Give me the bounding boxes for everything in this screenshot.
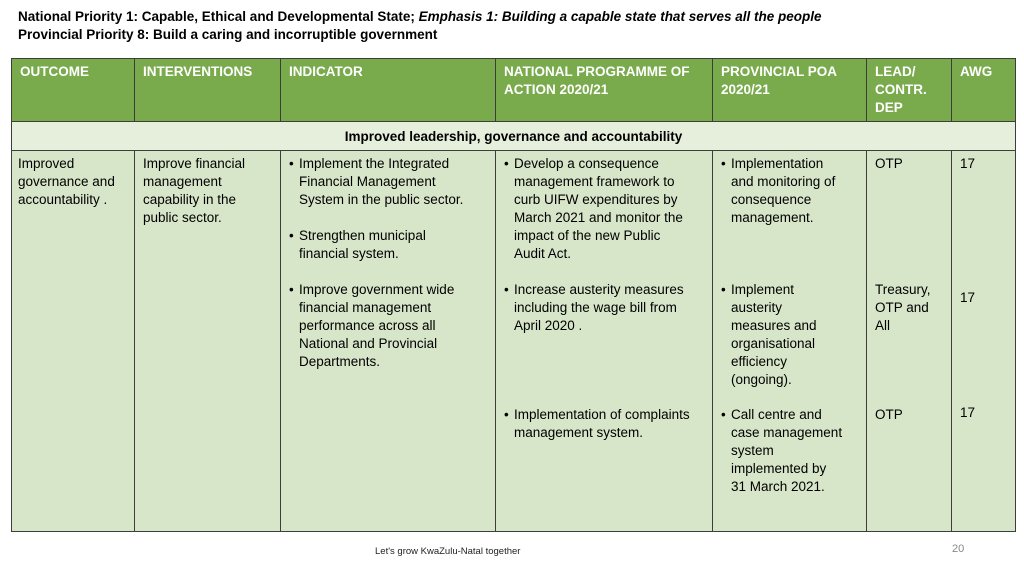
col-lead: LEAD/ CONTR. DEP [867, 59, 952, 122]
col-outcome: OUTCOME [12, 59, 135, 122]
col-indicator: INDICATOR [281, 59, 496, 122]
npoa-item: • Increase austerity measures including the wage bill from April 2020 . [496, 281, 690, 335]
indicator-item: • Implement the Integrated Financial Management System in the public sector. [281, 155, 473, 209]
awg-item: 17 [960, 405, 976, 420]
indicator-item: • Improve government wide financial management performance across all National and Provincial Departments. [281, 281, 473, 371]
priority-table [11, 58, 1016, 532]
ppoa-item: • Implementation and monitoring of consequence management. [713, 155, 844, 227]
page-number: 20 [952, 543, 965, 555]
provincial-priority: Provincial Priority 8: Build a caring and incorruptible government [18, 27, 438, 42]
col-national-poa: NATIONAL PROGRAMME OF ACTION 2020/21 [496, 59, 713, 122]
emphasis: Emphasis 1: Building a capable state that serves all the people [418, 9, 822, 24]
npoa-item: • Develop a consequence management framework to curb UIFW expenditures by March 2021 and monitor the impact of the new Public Audit Act. [496, 155, 690, 263]
lead-item: Treasury, OTP and All [875, 282, 931, 333]
ppoa-item: • Implement austerity measures and organisational efficiency (ongoing). [713, 281, 844, 389]
awg-item: 17 [960, 156, 976, 171]
slide-title [18, 8, 1008, 44]
provincial-poa-cell [713, 151, 867, 532]
lead-cell [867, 151, 952, 532]
header-row [12, 59, 1016, 122]
indicator-item: • Strengthen municipal financial system. [281, 227, 473, 263]
section-row [12, 122, 1016, 151]
intervention-cell: Improve financial management capability in the public sector. [135, 151, 281, 532]
national-poa-cell [496, 151, 713, 532]
lead-item: OTP [875, 156, 903, 171]
col-awg: AWG [952, 59, 1016, 122]
awg-cell [952, 151, 1016, 532]
footer-tagline: Let's grow KwaZulu-Natal together [375, 546, 521, 557]
lead-item: OTP [875, 407, 903, 422]
col-interventions: INTERVENTIONS [135, 59, 281, 122]
ppoa-item: • Call centre and case management system implemented by 31 March 2021. [713, 406, 844, 496]
outcome-cell: Improved governance and accountability . [12, 151, 135, 532]
section-title: Improved leadership, governance and accountability [12, 122, 1016, 151]
col-provincial-poa: PROVINCIAL POA 2020/21 [713, 59, 867, 122]
national-priority: National Priority 1: Capable, Ethical and Developmental State; [18, 9, 415, 24]
awg-item: 17 [960, 290, 976, 305]
npoa-item: • Implementation of complaints management system. [496, 406, 690, 442]
table-row [12, 151, 1016, 532]
indicator-cell [281, 151, 496, 532]
